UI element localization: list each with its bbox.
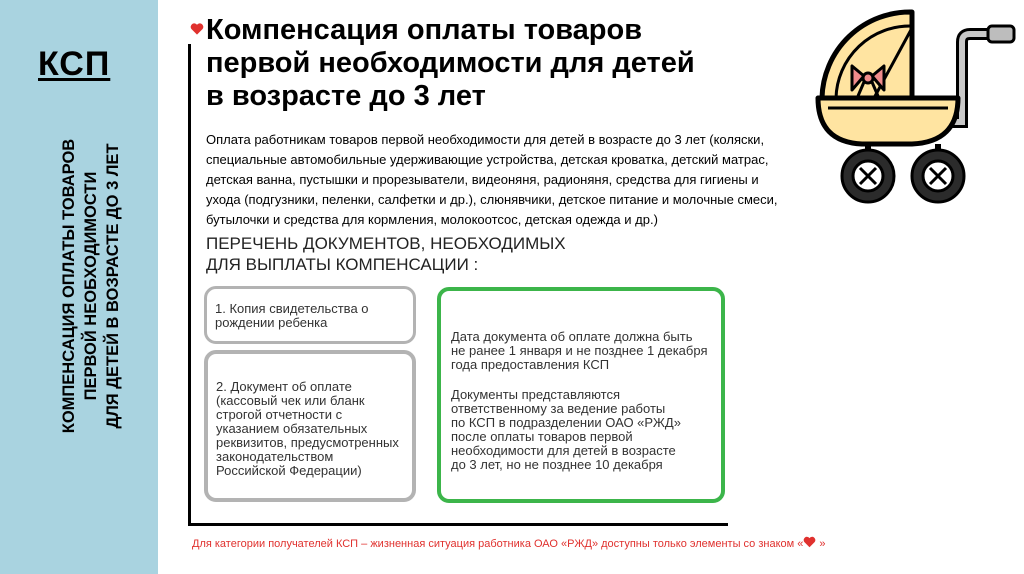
documents-list-title — [206, 233, 626, 275]
box-line: Дата документа об оплате должна быть — [451, 329, 693, 344]
footnote-text-after: » — [816, 538, 826, 550]
box-line: указанием обязательных — [216, 421, 368, 436]
document-item-payment-document — [204, 350, 416, 502]
baby-stroller-icon — [812, 4, 1018, 206]
heart-icon — [803, 536, 816, 548]
description-line: Оплата работникам товаров первой необходимости для детей в возрасте до 3 лет (коляски, — [206, 132, 765, 147]
box-line: до 3 лет, но не позднее 10 декабря — [451, 457, 663, 472]
document-item-birth-certificate — [204, 286, 416, 344]
conditions-submission-paragraph — [451, 388, 713, 472]
box-line: строгой отчетности с — [216, 407, 343, 422]
sidebar-vertical-title — [58, 96, 128, 476]
sidebar-abbreviation: КСП — [38, 45, 111, 83]
title-line: Компенсация оплаты товаров — [206, 14, 643, 46]
description — [206, 130, 806, 230]
title-line: в возрасте до 3 лет — [206, 80, 486, 112]
box-line: рождении ребенка — [215, 315, 328, 330]
title-line: первой необходимости для детей — [206, 47, 695, 79]
box-line: не ранее 1 января и не позднее 1 декабря — [451, 343, 708, 358]
vertical-rule — [188, 44, 191, 526]
sidebar-vertical-line: ДЛЯ ДЕТЕЙ В ВОЗРАСТЕ ДО 3 ЛЕТ — [104, 143, 122, 429]
box-line: 2. Документ об оплате — [216, 379, 352, 394]
heart-icon — [190, 22, 204, 36]
box-line: 1. Копия свидетельства о — [215, 301, 369, 316]
box-line: (кассовый чек или бланк — [216, 393, 365, 408]
footnote — [192, 536, 912, 550]
box-line: года предоставления КСП — [451, 357, 610, 372]
submission-conditions-box — [437, 287, 725, 503]
box-line: законодательством — [216, 449, 334, 464]
box-line: ответственному за ведение работы — [451, 401, 666, 416]
footnote-text-before: Для категории получателей КСП – жизненная ситуация работника ОАО «РЖД» доступны только элементы со знаком « — [192, 538, 804, 550]
description-line: специальные автомобильные удерживающие устройства, детская кроватка, детский матрас, — [206, 152, 769, 167]
description-line: ухода (подгузники, пеленки, салфетки и др.), слюнявчики, детское питание и молочные смеси, — [206, 192, 778, 207]
description-line: бутылочки и средства для кормления, молокоотсос, детская одежда и др.) — [206, 212, 658, 227]
page-title — [206, 14, 816, 113]
box-line: после оплаты товаров первой — [451, 429, 633, 444]
box-line: Документы представляются — [451, 387, 621, 402]
sidebar-vertical-line: КОМПЕНСАЦИЯ ОПЛАТЫ ТОВАРОВ — [60, 138, 78, 434]
sidebar — [0, 0, 158, 574]
sidebar-vertical-line: ПЕРВОЙ НЕОБХОДИМОСТИ — [82, 171, 100, 401]
description-line: детская ванна, пустышки и прорезыватели, видеоняня, радионяня, средства для гигиены и — [206, 172, 759, 187]
sidebar-vertical-title-wrap — [58, 96, 128, 476]
box-line: реквизитов, предусмотренных — [216, 435, 399, 450]
list-title-line: ПЕРЕЧЕНЬ ДОКУМЕНТОВ, НЕОБХОДИМЫХ — [206, 234, 566, 253]
box-line: по КСП в подразделении ОАО «РЖД» — [451, 415, 681, 430]
box-line: Российской Федерации) — [216, 463, 362, 478]
list-title-line: ДЛЯ ВЫПЛАТЫ КОМПЕНСАЦИИ : — [206, 255, 479, 274]
box-line: необходимости для детей в возрасте — [451, 443, 676, 458]
conditions-date-paragraph — [451, 330, 713, 372]
horizontal-rule — [188, 523, 728, 526]
